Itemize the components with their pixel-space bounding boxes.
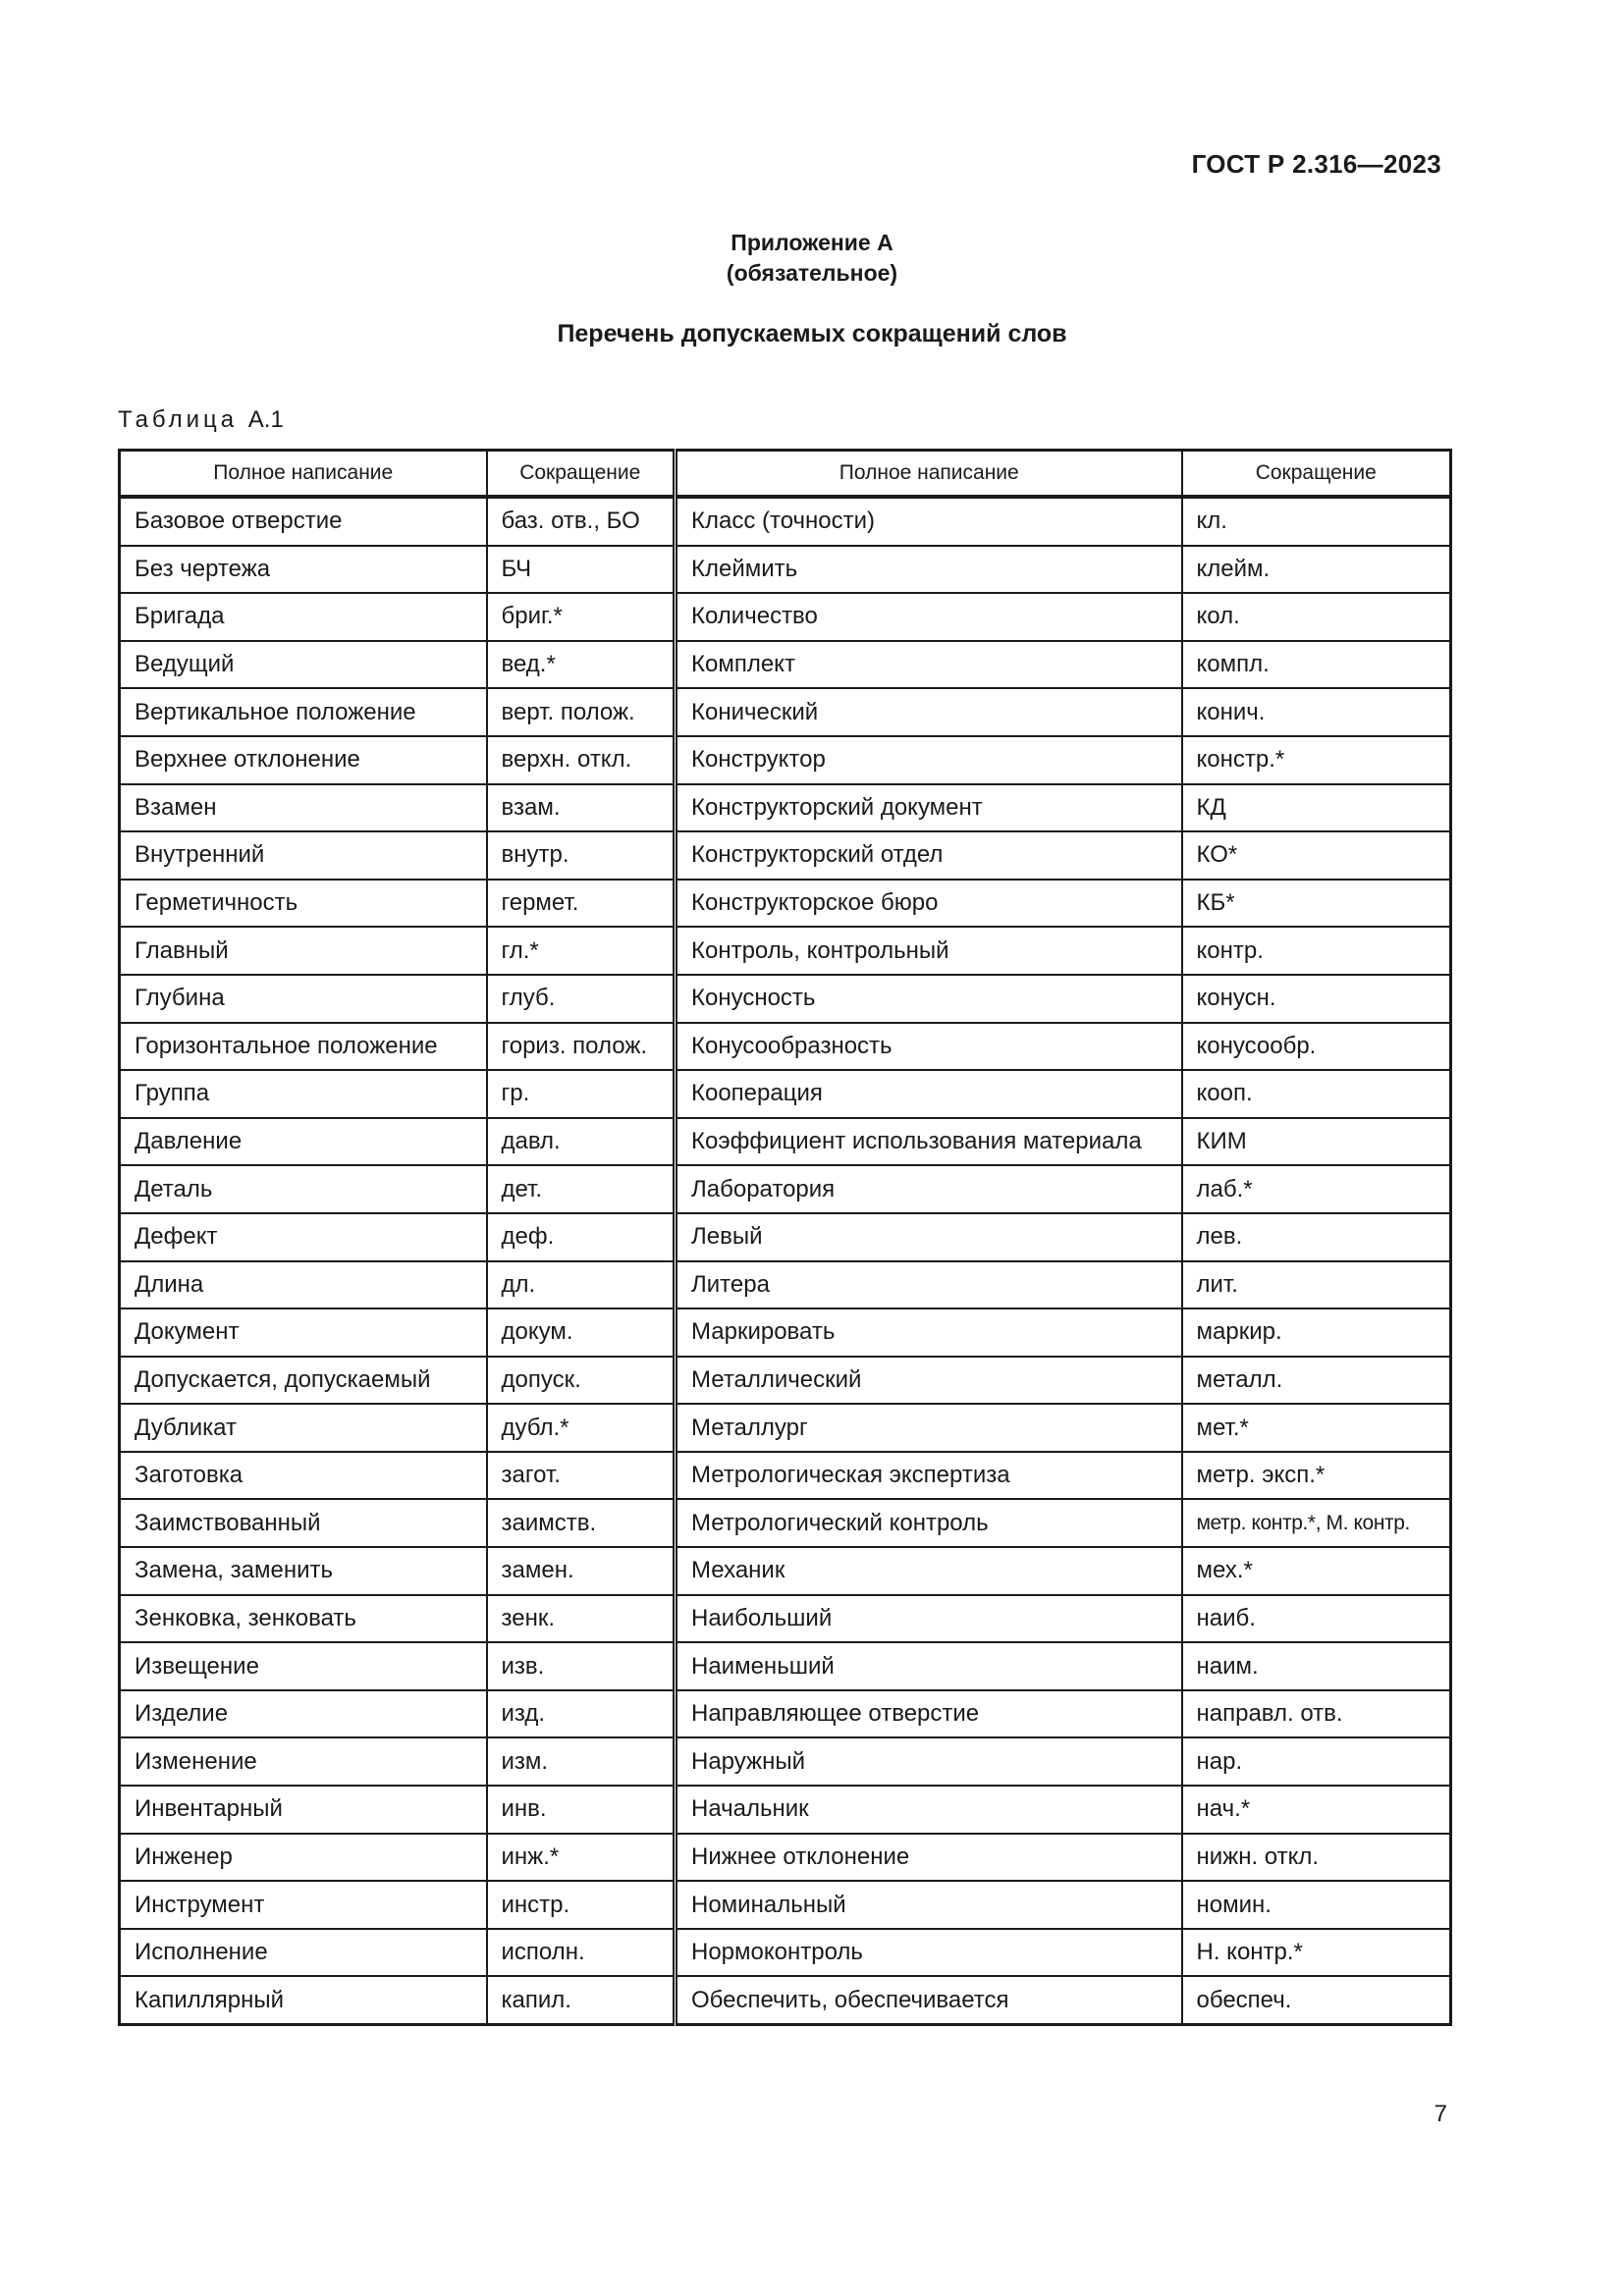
table-row bbox=[120, 1737, 1451, 1786]
cell-abbr-right: нар. bbox=[1182, 1737, 1451, 1786]
table-row bbox=[120, 546, 1451, 594]
table-row bbox=[120, 688, 1451, 736]
header-abbr-left: Сокращение bbox=[487, 451, 676, 498]
cell-abbr-left: гр. bbox=[487, 1070, 676, 1118]
cell-abbr-left: изв. bbox=[487, 1642, 676, 1690]
cell-abbr-right: конич. bbox=[1182, 688, 1451, 736]
cell-abbr-right: КИМ bbox=[1182, 1118, 1451, 1166]
cell-abbr-left: заимств. bbox=[487, 1499, 676, 1547]
table-row bbox=[120, 927, 1451, 975]
cell-full-name-left: Исполнение bbox=[120, 1929, 487, 1977]
cell-full-name-left: Дефект bbox=[120, 1213, 487, 1261]
cell-abbr-right: КО* bbox=[1182, 831, 1451, 880]
cell-full-name-right: Метрологическая экспертиза bbox=[676, 1452, 1182, 1500]
cell-full-name-left: Глубина bbox=[120, 975, 487, 1023]
table-caption bbox=[118, 406, 284, 434]
table-row bbox=[120, 1976, 1451, 2024]
cell-abbr-right: обеспеч. bbox=[1182, 1976, 1451, 2024]
cell-abbr-left: инв. bbox=[487, 1786, 676, 1834]
cell-full-name-right: Конструкторское бюро bbox=[676, 880, 1182, 928]
table-row bbox=[120, 1165, 1451, 1213]
table-row bbox=[120, 593, 1451, 641]
annex-title: Приложение А bbox=[731, 230, 893, 255]
cell-abbr-left: БЧ bbox=[487, 546, 676, 594]
cell-abbr-left: загот. bbox=[487, 1452, 676, 1500]
table-row bbox=[120, 736, 1451, 784]
cell-abbr-left: инж.* bbox=[487, 1834, 676, 1882]
cell-full-name-right: Металлург bbox=[676, 1404, 1182, 1452]
cell-full-name-left: Изделие bbox=[120, 1690, 487, 1738]
cell-full-name-right: Класс (точности) bbox=[676, 497, 1182, 546]
cell-full-name-left: Горизонтальное положение bbox=[120, 1023, 487, 1071]
cell-abbr-right: лаб.* bbox=[1182, 1165, 1451, 1213]
cell-full-name-left: Верхнее отклонение bbox=[120, 736, 487, 784]
cell-abbr-left: исполн. bbox=[487, 1929, 676, 1977]
cell-full-name-right: Металлический bbox=[676, 1357, 1182, 1405]
cell-full-name-right: Наименьший bbox=[676, 1642, 1182, 1690]
page-number: 7 bbox=[1434, 2101, 1447, 2127]
cell-abbr-right: номин. bbox=[1182, 1881, 1451, 1929]
cell-abbr-right: контр. bbox=[1182, 927, 1451, 975]
table-row bbox=[120, 1308, 1451, 1357]
cell-full-name-left: Изменение bbox=[120, 1737, 487, 1786]
cell-abbr-left: допуск. bbox=[487, 1357, 676, 1405]
header-full-name-right: Полное написание bbox=[676, 451, 1182, 498]
table-row bbox=[120, 1881, 1451, 1929]
cell-full-name-right: Механик bbox=[676, 1547, 1182, 1595]
table-row bbox=[120, 1547, 1451, 1595]
cell-abbr-left: докум. bbox=[487, 1308, 676, 1357]
cell-full-name-right: Номинальный bbox=[676, 1881, 1182, 1929]
cell-full-name-left: Инструмент bbox=[120, 1881, 487, 1929]
cell-abbr-left: гермет. bbox=[487, 880, 676, 928]
table-row bbox=[120, 641, 1451, 689]
cell-abbr-left: дл. bbox=[487, 1261, 676, 1309]
cell-full-name-left: Инвентарный bbox=[120, 1786, 487, 1834]
cell-full-name-left: Внутренний bbox=[120, 831, 487, 880]
cell-abbr-left: вед.* bbox=[487, 641, 676, 689]
cell-full-name-right: Метрологический контроль bbox=[676, 1499, 1182, 1547]
cell-full-name-right: Конструкторский документ bbox=[676, 784, 1182, 832]
cell-abbr-right: нижн. откл. bbox=[1182, 1834, 1451, 1882]
document-code: ГОСТ Р 2.316—2023 bbox=[1191, 149, 1441, 179]
cell-abbr-left: инстр. bbox=[487, 1881, 676, 1929]
cell-full-name-right: Наружный bbox=[676, 1737, 1182, 1786]
table-row bbox=[120, 1261, 1451, 1309]
cell-abbr-left: давл. bbox=[487, 1118, 676, 1166]
table-row bbox=[120, 784, 1451, 832]
cell-abbr-right: метр. контр.*, М. контр. bbox=[1182, 1499, 1451, 1547]
cell-full-name-left: Герметичность bbox=[120, 880, 487, 928]
cell-full-name-left: Заимствованный bbox=[120, 1499, 487, 1547]
cell-full-name-left: Давление bbox=[120, 1118, 487, 1166]
cell-full-name-right: Нижнее отклонение bbox=[676, 1834, 1182, 1882]
cell-abbr-left: замен. bbox=[487, 1547, 676, 1595]
cell-full-name-left: Ведущий bbox=[120, 641, 487, 689]
cell-abbr-right: лев. bbox=[1182, 1213, 1451, 1261]
cell-full-name-right: Левый bbox=[676, 1213, 1182, 1261]
table-row bbox=[120, 1452, 1451, 1500]
table-row bbox=[120, 975, 1451, 1023]
table-row bbox=[120, 1834, 1451, 1882]
cell-full-name-left: Взамен bbox=[120, 784, 487, 832]
cell-full-name-left: Капиллярный bbox=[120, 1976, 487, 2024]
cell-full-name-left: Документ bbox=[120, 1308, 487, 1357]
table-row bbox=[120, 1357, 1451, 1405]
header-full-name-left: Полное написание bbox=[120, 451, 487, 498]
table-row bbox=[120, 1786, 1451, 1834]
cell-abbr-left: баз. отв., БО bbox=[487, 497, 676, 546]
cell-abbr-left: дубл.* bbox=[487, 1404, 676, 1452]
cell-full-name-right: Конусность bbox=[676, 975, 1182, 1023]
cell-abbr-right: наиб. bbox=[1182, 1595, 1451, 1643]
cell-abbr-right: маркир. bbox=[1182, 1308, 1451, 1357]
cell-full-name-right: Начальник bbox=[676, 1786, 1182, 1834]
table-row bbox=[120, 1595, 1451, 1643]
cell-full-name-left: Бригада bbox=[120, 593, 487, 641]
cell-abbr-left: внутр. bbox=[487, 831, 676, 880]
cell-abbr-left: зенк. bbox=[487, 1595, 676, 1643]
cell-abbr-right: компл. bbox=[1182, 641, 1451, 689]
cell-full-name-right: Конструктор bbox=[676, 736, 1182, 784]
table-row bbox=[120, 1690, 1451, 1738]
header-abbr-right: Сокращение bbox=[1182, 451, 1451, 498]
abbreviations-table bbox=[118, 449, 1452, 2026]
table-header-row bbox=[120, 451, 1451, 498]
annex-status: (обязательное) bbox=[726, 260, 898, 286]
table-caption-number: А.1 bbox=[247, 406, 284, 433]
cell-full-name-left: Заготовка bbox=[120, 1452, 487, 1500]
cell-full-name-right: Наибольший bbox=[676, 1595, 1182, 1643]
cell-full-name-left: Главный bbox=[120, 927, 487, 975]
cell-abbr-right: конусн. bbox=[1182, 975, 1451, 1023]
table-row bbox=[120, 1499, 1451, 1547]
table-row bbox=[120, 1023, 1451, 1071]
cell-abbr-right: клейм. bbox=[1182, 546, 1451, 594]
table-row bbox=[120, 1070, 1451, 1118]
cell-abbr-right: КД bbox=[1182, 784, 1451, 832]
cell-full-name-left: Деталь bbox=[120, 1165, 487, 1213]
cell-full-name-left: Без чертежа bbox=[120, 546, 487, 594]
cell-abbr-left: дет. bbox=[487, 1165, 676, 1213]
cell-full-name-right: Маркировать bbox=[676, 1308, 1182, 1357]
cell-full-name-left: Допускается, допускаемый bbox=[120, 1357, 487, 1405]
cell-abbr-left: гориз. полож. bbox=[487, 1023, 676, 1071]
cell-full-name-right: Кооперация bbox=[676, 1070, 1182, 1118]
cell-abbr-right: конусообр. bbox=[1182, 1023, 1451, 1071]
cell-abbr-left: бриг.* bbox=[487, 593, 676, 641]
cell-full-name-left: Базовое отверстие bbox=[120, 497, 487, 546]
cell-full-name-left: Замена, заменить bbox=[120, 1547, 487, 1595]
cell-abbr-left: гл.* bbox=[487, 927, 676, 975]
table-row bbox=[120, 497, 1451, 546]
cell-abbr-right: кол. bbox=[1182, 593, 1451, 641]
cell-abbr-left: капил. bbox=[487, 1976, 676, 2024]
table-row bbox=[120, 1929, 1451, 1977]
cell-abbr-right: констр.* bbox=[1182, 736, 1451, 784]
table-body bbox=[120, 497, 1451, 2025]
cell-abbr-right: наим. bbox=[1182, 1642, 1451, 1690]
cell-full-name-left: Зенковка, зенковать bbox=[120, 1595, 487, 1643]
table-row bbox=[120, 1642, 1451, 1690]
table-row bbox=[120, 1404, 1451, 1452]
annex-heading bbox=[0, 228, 1624, 289]
cell-abbr-left: взам. bbox=[487, 784, 676, 832]
cell-abbr-right: КБ* bbox=[1182, 880, 1451, 928]
cell-abbr-left: верт. полож. bbox=[487, 688, 676, 736]
cell-abbr-right: нач.* bbox=[1182, 1786, 1451, 1834]
cell-full-name-left: Вертикальное положение bbox=[120, 688, 487, 736]
cell-full-name-left: Инженер bbox=[120, 1834, 487, 1882]
cell-abbr-left: изд. bbox=[487, 1690, 676, 1738]
cell-abbr-left: деф. bbox=[487, 1213, 676, 1261]
cell-full-name-right: Обеспечить, обеспечивается bbox=[676, 1976, 1182, 2024]
cell-full-name-right: Контроль, контрольный bbox=[676, 927, 1182, 975]
cell-full-name-right: Нормоконтроль bbox=[676, 1929, 1182, 1977]
cell-abbr-right: Н. контр.* bbox=[1182, 1929, 1451, 1977]
cell-full-name-right: Клеймить bbox=[676, 546, 1182, 594]
cell-abbr-right: мех.* bbox=[1182, 1547, 1451, 1595]
cell-full-name-left: Дубликат bbox=[120, 1404, 487, 1452]
cell-full-name-left: Длина bbox=[120, 1261, 487, 1309]
cell-full-name-right: Конструкторский отдел bbox=[676, 831, 1182, 880]
cell-full-name-right: Коэффициент использования материала bbox=[676, 1118, 1182, 1166]
cell-abbr-right: лит. bbox=[1182, 1261, 1451, 1309]
cell-full-name-right: Комплект bbox=[676, 641, 1182, 689]
cell-abbr-right: мет.* bbox=[1182, 1404, 1451, 1452]
cell-full-name-right: Конический bbox=[676, 688, 1182, 736]
cell-abbr-right: кл. bbox=[1182, 497, 1451, 546]
cell-full-name-right: Литера bbox=[676, 1261, 1182, 1309]
cell-full-name-right: Лаборатория bbox=[676, 1165, 1182, 1213]
table-row bbox=[120, 880, 1451, 928]
cell-full-name-right: Направляющее отверстие bbox=[676, 1690, 1182, 1738]
cell-abbr-left: изм. bbox=[487, 1737, 676, 1786]
cell-abbr-right: кооп. bbox=[1182, 1070, 1451, 1118]
cell-abbr-left: глуб. bbox=[487, 975, 676, 1023]
cell-abbr-right: металл. bbox=[1182, 1357, 1451, 1405]
table-caption-word: Таблица bbox=[118, 406, 239, 433]
cell-full-name-left: Извещение bbox=[120, 1642, 487, 1690]
cell-full-name-right: Количество bbox=[676, 593, 1182, 641]
cell-abbr-left: верхн. откл. bbox=[487, 736, 676, 784]
cell-abbr-right: метр. эксп.* bbox=[1182, 1452, 1451, 1500]
cell-full-name-right: Конусообразность bbox=[676, 1023, 1182, 1071]
table-row bbox=[120, 1118, 1451, 1166]
cell-abbr-right: направл. отв. bbox=[1182, 1690, 1451, 1738]
table-row bbox=[120, 1213, 1451, 1261]
cell-full-name-left: Группа bbox=[120, 1070, 487, 1118]
list-title: Перечень допускаемых сокращений слов bbox=[557, 320, 1067, 347]
table-row bbox=[120, 831, 1451, 880]
